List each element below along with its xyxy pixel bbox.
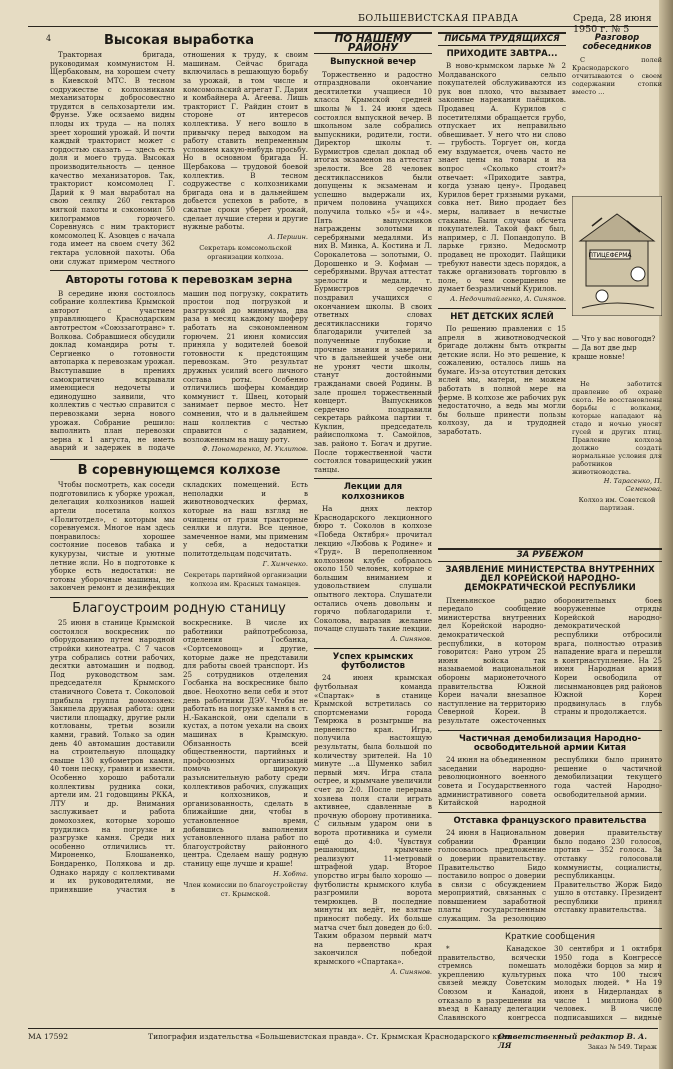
signature: А. Синянов. bbox=[390, 635, 432, 644]
signature: Г. Химченко. bbox=[262, 559, 308, 568]
article-text: 24 июня на объединенном заседании народно-революционного военного совета и Государственного административного совета Китайской народной республики было принято решение о частичной демобилизации текущего года частей Народно-освободительной армии. bbox=[438, 755, 662, 808]
signature: А. Недочитайленко, А. Синянов. bbox=[450, 294, 566, 303]
article-text: 24 июня крымская футбольная команда «Спартак» в станице Крымской встретилась со спортсменами города Темрюка в розыгрыше на первенство края. Игра, получила настоящую результаты, была большой по количеству зрителей. На 10 минуте ...а Шуменко забил первый мяч. Игра стала острее, и крымчане увеличили счет до 2:0. После перерыва хозяева поля стали играть активнее, сдавленные в прочную оборону противника. С сильным ударом они в ворота противника и сумели ещё до 4:0. Чувствуя решающим, крымчане реализуют 11-метровый штрафной удар. Второе упорство игры было хорошо — футболисты крымского клуба разгромили ворота темрюкцев. В последние минуты их ведёт, не взятые приносят победу. Их больше матча счет был доведен до 6:0. Таким образом первый матч на первенство края закончился победой крымского «Спартака». bbox=[314, 673, 432, 966]
column-3 bbox=[438, 30, 566, 542]
column-2 bbox=[314, 30, 432, 1022]
article-title: Высокая выработка bbox=[104, 33, 254, 48]
signature: А. Першин. bbox=[268, 232, 308, 241]
article-title: Автороты готова к перевозкам зерна bbox=[65, 274, 293, 287]
article-title: Успех крымских футболистов bbox=[332, 651, 414, 671]
signature: Н. Хобта. bbox=[273, 869, 308, 878]
article-title: ЗАЯВЛЕНИЕ МИНИСТЕРСТВА ВНУТРЕННИХ ДЕЛ КОРЕЙСКОЙ НАРОДНО-ДЕМОКРАТИЧЕСКОЙ РЕСПУБЛИКИ bbox=[445, 564, 655, 594]
article-title: Краткие сообщения bbox=[505, 931, 595, 942]
column-4-bottom bbox=[572, 380, 662, 530]
article-title: Частичная демобилизация Народно-освободительной армии Китая bbox=[458, 733, 642, 753]
page-number: 4 bbox=[46, 34, 52, 43]
issue-date: Среда, 28 июня 1950 г. № 5 bbox=[573, 13, 652, 35]
article-text: * Канадское правительство, всячески стремясь помешать укреплению культурных связей между Советским Союзом и Канадой, отказало в разрешении на въезд в Канаду делегации Славянского конгресса 30 сентября и 1 октября 1950 года в Конгрессе молодёжи борцов за мир и пока что 100 тысяч молодых людей. * На 19 июня в Нидерландах в числе 1 миллиона 600 человек. В числе подписавшихся — видные bbox=[438, 944, 662, 1022]
cartoon-sign: ПТИЦЕФЕРМА bbox=[588, 252, 632, 259]
article-title: Лекции для колхозников bbox=[341, 482, 405, 502]
article-title: Отставка французского правительства bbox=[453, 815, 647, 826]
signature: А. Синянов. bbox=[390, 967, 432, 976]
cartoon-caption: — Что у вас новогодн? — Да вот две дыр крыше новые! bbox=[572, 335, 656, 361]
signature-role: Колхоз им. Советской партизан. bbox=[578, 496, 656, 512]
article-text: 24 июня в Национальном собрании Франции голосовалось предложение о доверии правительству. Правительство Бидо поставило вопрос о доверии в связи с обсуждением мероприятий, связанных с повышением заработной платы государственным служащим. За резолюцию доверия правительству было подано 230 голосов, против — 352 голоса. За отставку голосовали коммунисты, социалисты, республиканцы. Правительство Жорж Бидо ушло в отставку. Президент республики принял отставку правительства. bbox=[438, 828, 662, 924]
page-footer bbox=[28, 1028, 658, 1051]
article-title: В соревнующемся колхозе bbox=[77, 462, 281, 478]
article-title: Благоустроим родную станицу bbox=[72, 600, 286, 616]
article-text: Не заботится правление об охране скота. Не восстановлены борьбы с волками, которые нападают на стадо и ночью уносят гусей и других птиц. Правление колхоза должно создать нормальные условия для работников животноводства. bbox=[572, 380, 662, 476]
signature-role: Секретарь комсомольской организации колхоза. bbox=[199, 244, 292, 261]
article-text: Тракторная бригада, руководимая коммунистом Н. Щербаковым, на хорошем счету в Киевской МТС. В тесном содружестве с колхозниками механизаторы добросовестно трудятся в сельхозартели им. Фрунзе. Уже осязаемо видны плоды их труда — на полях зреет хороший урожай. И почти каждый тракторист может с гордостью сказать — здесь есть доля и моего труда. Высокая производительность — ценное качество механизаторов. Так, тракторист комсомолец Г. Дарий к 9 мая выработал на свою сеялку 260 гектаров мягкой пахоты и сэкономил 50 килограммов горючего. Соревнуясь с ним тракторист комсомолец К. Азовцев с начала года имеет на своем счету 362 гектара условной пахоты. Оба они служат примером честного отношения к труду, к своим машинам. Сейчас бригада включилась в решающую борьбу за урожай, в том числе и комсомольский агрегат Г. Дария и комбайнера А. Агеева. Лишь тракторист Г. Райдин стоит в стороне от интересов коллектива. У него вошло в привычку перед выходом на работу ставить непременным условием какую-нибудь просьбу. Но в основном бригада Н. Щербакова — трудовой боевой коллектив. В тесном содружестве с колхозниками бригада она и в дальнейшем добьется успехов в работе, в сжатые сроки уберет урожай, сделает лучшие стерни и другие нужные работы. bbox=[50, 50, 308, 266]
cartoon-illustration bbox=[572, 196, 662, 316]
signature-role: Секретарь партийной организации колхоза им. Красных таманцев. bbox=[183, 571, 308, 588]
paper-title: БОЛЬШЕВИСТСКАЯ ПРАВДА bbox=[358, 13, 519, 24]
footer-printer: Типография издательства «Большевистская правда». Ст. Крымская Краснодарского края bbox=[148, 1032, 512, 1041]
section-rubric: ПО НАШЕМУ РАЙОНУ bbox=[314, 32, 432, 54]
column-1 bbox=[50, 30, 308, 1022]
article-text: В середине июня состоялось собрание коллектива Крымской авторот с участием управляющего Краснодарским автотрестом «Союззаготранс» т. Волкова. Собравшиеся обсудили доклад командира роты т. Сергиенко о готовности автопарка к перевозкам урожая. Выступавшие в прениях самокритично вскрывали имеющиеся недочеты и единодушно заявили, что коллектив с честью справится с перевозками зерна нового урожая. Собрание решило: выполнить план перевозки зерна к 1 августа, не иметь аварий и задержек в подаче машин под погрузку, сократить простои под погрузкой и разгрузкой до минимума, два раза в месяц каждому шоферу работать на сэкономленном горючем. 21 июня комиссия приняла у водителей боевой готовности к предстоящим перевозкам. Это результат дружных усилий всего личного состава роты. Особенно отличились шоферы командир коммунист т. Швец, который занимает первое место. Нет сомнения, что и в дальнейшем наш коллектив с честью справится с заданием, возложенным на нашу роту. bbox=[50, 288, 308, 453]
article-title: Разговор собеседников bbox=[582, 33, 652, 53]
article-title: Выпускной вечер bbox=[330, 57, 416, 68]
article-text: Торжественно и радостно отпраздновали окончание десятилетки учащиеся 10 класса Крымской средней школы № 1. 24 июня здесь состоялся выпускной вечер. В школьном зале собрались выпускники, родители, гости. Директор школы т. Бурмистров сделал доклад об итогах экзаменов на аттестат зрелости. Все 28 человек десятиклассников были допущены к экзаменам и успешно выдержали их, причем половина учащихся получила только «5» и «4». Пять выпускников награждены золотыми и серебряными медалями. Из них В. Минка, А. Костина и Л. Сорокалетова — золотыми, О. Дорошенко и Э. Кофман — серебряными. Вручая аттестат зрелости и медали, т. Бурмистров сердечно поздравил учащихся с окончанием школы. В своих ответных словах десятиклассники горячо благодарили учителей за полученные глубокие и прочные знания и заверили, что в дальнейшей учебе они не уронят чести школы, станут достойными гражданами своей Родины. В зале прошел торжественный концерт. Выпускников сердечно поздравили секретарь райкома партии т. Куклин, председатель райисполкома т. Самойлов, зав. районо т. Богач и другие. После торжественной части состоялся товарищеский ужин танцы. bbox=[314, 69, 432, 474]
article-text: С полей Краснодарского отчитываются о своем содержании стопки вместо ... bbox=[572, 55, 662, 96]
article-title: ПРИХОДИТЕ ЗАВТРА... bbox=[446, 48, 558, 59]
footer-order: Заказ № 549. Тираж bbox=[588, 1043, 657, 1051]
article-text: В ново-крымском ларьке № 2 Молдаванского сельпо покупателей обслуживаются из рук вон плохо, что вызывает законные нарекания паёщиков. Продавец А. Курилов с посетителями обращается грубо, отпускает их неправильно обвешивает. У него что ни слово — грубость. Торгует он, когда ему вздумается, очень часто не знает цены на товары и на вопрос «Сколько стоит?» отвечает: «Приходите завтра, когда узнаю цену». Продавец Курилов берет грязными руками, совка нет. Вино продает без меры, наливает в нечистые стаканы. Были случаи обсчета покупателей. Такой факт был, например, с Л. Попандопуло. В ларьке грязно. Медосмотр продавец не проходит. Пайщики требуют навести здесь порядок, а также организовать торговлю в поле, о чем совершенно не думает безразличный Курилов. bbox=[438, 60, 566, 294]
article-title: НЕТ ДЕТСКИХ ЯСЛЕЙ bbox=[450, 311, 554, 322]
article-text: Пхеньянское радио передало сообщение министерства внутренних дел Корейской народно-демократической республики, в котором говорится: Рано утром 25 июня войска так называемой национальной обороны марионеточного правительства Южной Кореи начали внезапное наступление на территорию Северной Кореи. В результате ожесточенных оборонительных боев вооруженные отряды Корейской народно-демократической республики отбросили врага, полностью отразив нападение врага и перешли в контрнаступление. На 25 июня Народная армия Кореи освободила от лисынмановцев ряд районов Южной Кореи продвинулась в глубь страны и продолжается. bbox=[438, 595, 662, 725]
signature: Ф. Пономаренко, М. Уклитов. bbox=[202, 445, 308, 454]
signature-role: Член комиссии по благоустройству ст. Крымской. bbox=[183, 881, 308, 898]
article-text: По решению правления с 15 апреля в животноводческой бригаде должны быть открыты детские ясли. Но это решение, к сожалению, осталось лишь на бумаге. Из-за отсутствия детских яслей мы, матери, не можем работать в полной мере на ферме. В колхозе же рабочих рук недостаточно, а ведь мы могли бы больше принести пользы колхозу, да и трудодней заработать. bbox=[438, 323, 566, 437]
article-text: 25 июня в станице Крымской состоялся воскресник по оборудованию путем народной стройки кинотеатра. С 7 часов утра собрались сотни рабочих, десятки автомашин и подвод. Под руководством зам. председателя Крымского станичного Совета т. Соколовой прибыла группа домохозяек: Закипела дружная работа: одни чистили площадку, другие рыли котлованы, третьи возили камни, гравий. Только за один день 40 автомашин доставили на строительную площадку свыше 130 кубометров камня, 40 тонн песку, гравия и извести. Особенно хорошо работали коллективы рудника соки, артели им. 21 годовщины РККА, ЛТУ и др. Внимания заслуживает и работа домохозяек, которые хорошо трудились на погрузке и разгрузке камня. Среди них особенно отличились тт. Мироненко, Блошаненко, Бондаренко, Полякова и др. Однако наряду с коллективами и их руководителями, не принявшие участия в воскреснике. В числе их работники райпотребсоюза, отделения Госбанка, «Сортсемовощ» и другие, которые даже не представили для работы своей транспорт. Из 25 сотрудников отделения Госбанка на воскреснике было двое. Неохотно вели себя и этот день работники ДЭУ. Чтобы не работать на погрузке камня в ст. Н.-Баканской, они сделали в кустах, а потом уехали на своих машинах в Крымскую. Обязанность всей общественности, партийных и профсоюзных организаций помочь широкую разъяснительную работу среди коллективов рабочих, служащих и колхозников, и организованность, сделать в ближайшие дни, чтобы в установленное время, добившись выполнения установленного плана работ по благоустройству районного центра. Сделаем нашу родную станицу еще лучше и краше! bbox=[50, 618, 308, 894]
signature: Н. Тарасенко, П. Семенова. bbox=[603, 477, 662, 493]
abroad-section bbox=[438, 546, 662, 1022]
section-rubric: ЗА РУБЕЖОМ bbox=[438, 548, 662, 562]
article-text: Чтобы посмотреть, как соседи подготовились к уборке урожая, делегация колхозников нашей артели посетила колхоз «Политотдел», с которым мы соревнуемся. Многое нам здесь понравилось: хорошее состояние посевов табака и кукурузы, чистые и уютные летние ясли. Но в подготовке к уборке есть недостатки: не готовы уборочные машины, не закончен ремонт и дезинфекция складских помещений. Есть неполадки и в животноводческих фермах, которые на наш взгляд не очищены от грязи тракторные сеялки и плуги. Все ценное, замеченное нами, мы применим у себя, а недостатки политотдельцам подсчитать. bbox=[50, 480, 308, 593]
section-rubric: ПИСЬМА ТРУДЯЩИХСЯ bbox=[438, 32, 566, 46]
footer-editor: Ответственный редактор В. А. ЛЯ bbox=[498, 1032, 648, 1050]
footer-left: МА 17592 bbox=[28, 1032, 69, 1041]
article-text: На днях лектор Краснодарского лекционного бюро т. Соколов в колхозе «Победа Октября» прочитал лекцию «Любовь к Родине» и «Труд». В переполненном колхозном клубе собралось около 150 человек, которые с большим вниманием и удовольствием слушали опытного лектора. Слушатели остались очень довольны и горячо поблагодарили т. Соколова, выразив желание почаще слушать такие лекции. bbox=[314, 504, 432, 634]
column-4-top bbox=[572, 30, 662, 190]
